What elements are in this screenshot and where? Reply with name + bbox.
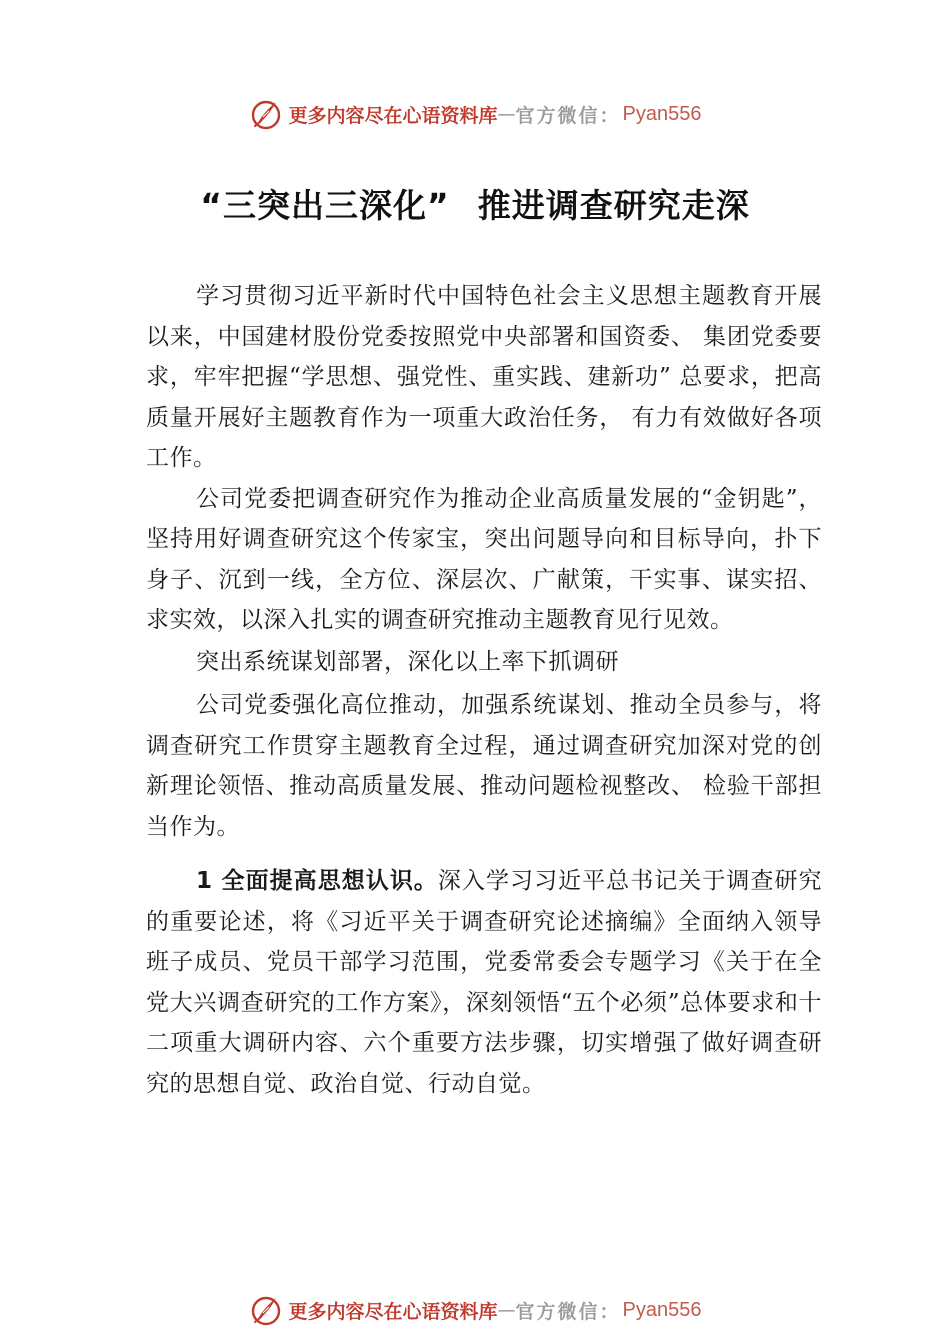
watermark-wechat-label: 官方微信： bbox=[515, 104, 621, 127]
paragraph-1: 学习贯彻习近平新时代中国特色社会主义思想主题教育开展以来，中国建材股份党委按照党中央部署和国资委、 集团党委要求，牢牢把握“学思想、强党性、重实践、建新功” 总要求，把高质量开展好主题教育作为一项重大政治任务， 有力有效做好各项工作。 bbox=[146, 283, 822, 471]
document-title bbox=[0, 180, 950, 227]
watermark-separator: — bbox=[497, 103, 516, 125]
footer-watermark bbox=[0, 1290, 950, 1330]
section-heading: 突出系统谋划部署，深化以上率下抓调研 bbox=[196, 648, 619, 675]
title-part-2: 推进调查研究走深 bbox=[477, 186, 750, 225]
watermark-brand: 更多内容尽在心语资料库 bbox=[288, 104, 498, 127]
paragraph-2: 公司党委把调查研究作为推动企业高质量发展的“金钥匙”，坚持用好调查研究这个传家宝，突出问题导向和目标导向，扑下身子、沉到一线，全方位、深层次、广献策，干实事、谋实招、求实效，以深入扎实的调查研究推动主题教育见行见效。 bbox=[146, 485, 822, 633]
title-part-1: “三突出三深化” bbox=[200, 186, 450, 225]
item-1-body: 深入学习习近平总书记关于调查研究的重要论述，将《习近平关于调查研究论述摘编》全面纳入领导班子成员、党员干部学习范围，党委常委会专题学习《关于在全党大兴调查研究的工作方案》，深刻领悟“五个必须”总体要求和十二项重大调研内容、六个重要方法步骤，切实增强了做好调查研究的思想自觉、政治自觉、行动自觉。 bbox=[146, 868, 822, 1097]
watermark-wechat-label: 官方微信： bbox=[515, 1300, 621, 1323]
watermark-separator: — bbox=[497, 1299, 516, 1321]
watermark-brand: 更多内容尽在心语资料库 bbox=[288, 1300, 498, 1323]
item-1-paragraph bbox=[146, 861, 822, 1104]
quill-seal-icon bbox=[249, 1293, 283, 1327]
quill-seal-icon bbox=[249, 97, 283, 131]
watermark-wechat-id: Pyan556 bbox=[622, 102, 702, 125]
item-1-heading: 1 全面提高思想认识。 bbox=[196, 868, 438, 894]
document-body bbox=[146, 276, 822, 1104]
header-watermark bbox=[0, 94, 950, 134]
paragraph-3: 公司党委强化高位推动，加强系统谋划、推动全员参与，将调查研究工作贯穿主题教育全过程，通过调查研究加深对党的创新理论领悟、推动高质量发展、推动问题检视整改、 检验干部担当作为。 bbox=[146, 692, 822, 840]
watermark-wechat-id: Pyan556 bbox=[622, 1298, 702, 1321]
